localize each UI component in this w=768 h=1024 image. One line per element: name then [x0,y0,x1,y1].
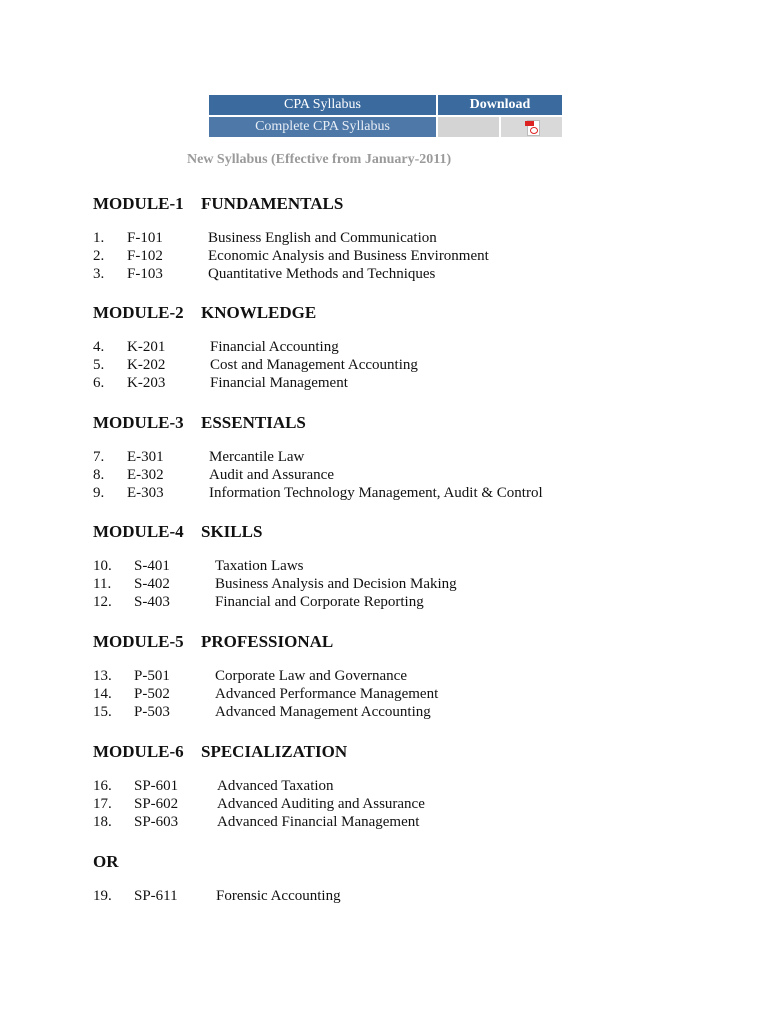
course-title: Mercantile Law [209,449,305,465]
course-title: Economic Analysis and Business Environment [208,248,489,264]
module-name: SPECIALIZATION [201,742,348,761]
course-title: Business English and Communication [208,230,437,246]
course-code: S-402 [134,576,170,592]
item-number: 19. [93,888,112,904]
header-download: Download [438,95,562,115]
course-title: Audit and Assurance [209,467,334,483]
item-number: 4. [93,339,105,355]
course-code: SP-611 [134,888,178,904]
pdf-download-cell[interactable] [501,117,562,137]
item-number: 17. [93,796,112,812]
course-code: F-102 [127,248,163,264]
course-title: Advanced Taxation [217,778,334,794]
item-number: 13. [93,668,112,684]
pdf-file-icon[interactable] [525,119,539,135]
module-name: KNOWLEDGE [201,303,317,322]
course-title: Financial Management [210,375,348,391]
module-heading [93,522,263,542]
course-code: F-101 [127,230,163,246]
module-number: MODULE-4 [93,522,184,541]
course-title: Financial and Corporate Reporting [215,594,424,610]
item-number: 12. [93,594,112,610]
course-code: P-501 [134,668,170,684]
course-title: Business Analysis and Decision Making [215,576,457,592]
item-number: 15. [93,704,112,720]
item-number: 18. [93,814,112,830]
course-code: K-201 [127,339,166,355]
course-code: F-103 [127,266,163,282]
course-title: Financial Accounting [210,339,339,355]
course-title: Information Technology Management, Audit & Control [209,485,543,501]
table-header-row [209,95,562,115]
course-title: Taxation Laws [215,558,304,574]
module-name: FUNDAMENTALS [201,194,344,213]
module-number: MODULE-2 [93,303,184,322]
item-number: 10. [93,558,112,574]
course-code: K-203 [127,375,166,391]
course-code: E-301 [127,449,164,465]
item-number: 8. [93,467,105,483]
or-label: OR [93,852,119,871]
course-title: Forensic Accounting [216,888,341,904]
course-code: S-401 [134,558,170,574]
course-code: P-503 [134,704,170,720]
module-heading [93,742,348,762]
course-title: Advanced Performance Management [215,686,439,702]
module-heading [93,413,306,433]
syllabus-download-table [207,95,564,135]
module-heading [93,303,317,323]
course-code: SP-603 [134,814,179,830]
course-code: P-502 [134,686,170,702]
item-number: 9. [93,485,105,501]
course-title: Cost and Management Accounting [210,357,418,373]
empty-cell [438,117,499,137]
complete-cpa-syllabus-label: Complete CPA Syllabus [209,117,436,137]
course-code: SP-601 [134,778,179,794]
header-cpa-syllabus: CPA Syllabus [209,95,436,115]
course-title: Quantitative Methods and Techniques [208,266,436,282]
item-number: 11. [93,576,112,592]
course-code: E-303 [127,485,164,501]
item-number: 1. [93,230,105,246]
module-number: MODULE-3 [93,413,184,432]
course-code: S-403 [134,594,170,610]
item-number: 7. [93,449,105,465]
course-code: SP-602 [134,796,179,812]
module-number: MODULE-5 [93,632,184,651]
item-number: 3. [93,266,105,282]
table-row [209,115,562,135]
module-name: SKILLS [201,522,263,541]
course-code: K-202 [127,357,166,373]
module-name: PROFESSIONAL [201,632,334,651]
course-title: Advanced Management Accounting [215,704,431,720]
item-number: 6. [93,375,105,391]
course-code: E-302 [127,467,164,483]
item-number: 2. [93,248,105,264]
item-number: 16. [93,778,112,794]
module-heading [93,194,344,214]
module-name: ESSENTIALS [201,413,306,432]
course-title: Corporate Law and Governance [215,668,407,684]
module-number: MODULE-1 [93,194,184,213]
course-title: Advanced Auditing and Assurance [217,796,425,812]
item-number: 14. [93,686,112,702]
module-number: MODULE-6 [93,742,184,761]
item-number: 5. [93,357,105,373]
module-heading [93,632,334,652]
course-title: Advanced Financial Management [217,814,420,830]
syllabus-subtitle: New Syllabus (Effective from January-2011) [187,152,452,167]
